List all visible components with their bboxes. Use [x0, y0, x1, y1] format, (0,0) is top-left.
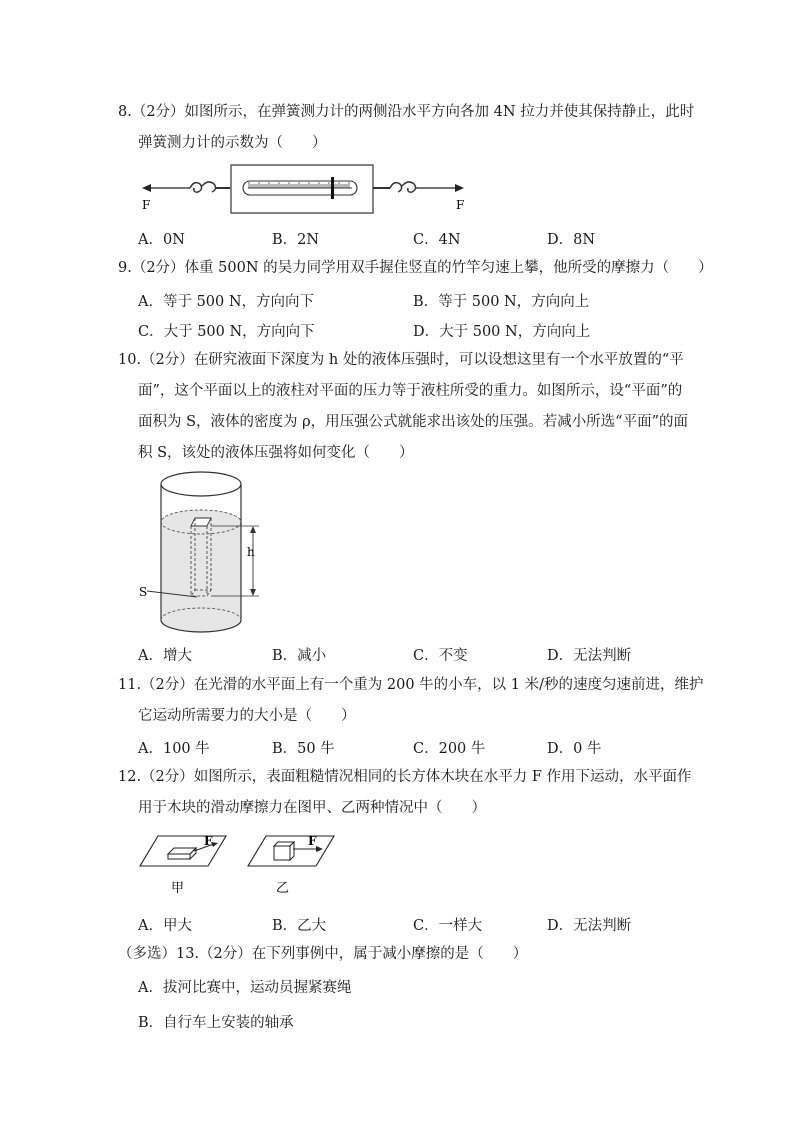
option-d[interactable]: D．无法判断	[547, 918, 632, 934]
area-label: S	[139, 585, 148, 599]
option-c[interactable]: C．4N	[413, 232, 461, 248]
option-b[interactable]: B．等于 500 N，方向向上	[413, 294, 590, 310]
question-9-text-line1: 9.（2分）体重 500N 的吴力同学用双手握住竖直的竹竿匀速上攀，他所受的摩擦力（ ）	[118, 260, 713, 276]
option-d[interactable]: D．大于 500 N，方向向上	[413, 324, 591, 340]
right-force-label: F	[456, 198, 465, 212]
question-10-text-line3: 面积为 S，液体的密度为 ρ，用压强公式就能求出该处的压强。若减小所选“平面”的面	[138, 414, 688, 430]
liquid-column-figure	[135, 470, 275, 640]
question-13	[118, 939, 678, 970]
option-b[interactable]: B．减小	[272, 648, 327, 664]
question-11-text-line1: 11.（2分）在光滑的水平面上有一个重为 200 牛的小车，以 1 米/秒的速度匀速前进，维护	[118, 677, 704, 693]
left-force-label: F	[142, 198, 151, 212]
option-d[interactable]: D．8N	[547, 232, 596, 248]
question-10	[118, 345, 688, 469]
option-c[interactable]: C．大于 500 N，方向向下	[138, 324, 315, 340]
option-d[interactable]: D．0 牛	[547, 741, 602, 757]
question-11	[118, 670, 704, 732]
wood-block-figure	[138, 832, 338, 900]
question-11-text-line2: 它运动所需要力的大小是（ ）	[138, 708, 356, 724]
option-b[interactable]: B．50 牛	[272, 741, 335, 757]
figure-label-a: 甲	[171, 881, 185, 896]
question-9	[118, 253, 713, 284]
option-b[interactable]: B．自行车上安装的轴承	[138, 1015, 294, 1031]
option-b[interactable]: B．2N	[272, 232, 320, 248]
question-12-text-line2: 用于木块的滑动摩擦力在图甲、乙两种情况中（ ）	[138, 800, 486, 816]
option-a[interactable]: A．增大	[138, 648, 192, 664]
option-a[interactable]: A．等于 500 N，方向向下	[138, 294, 315, 310]
force-label-b: F	[308, 834, 317, 848]
question-12	[118, 762, 692, 824]
depth-label: h	[247, 545, 255, 559]
option-c[interactable]: C．一样大	[413, 918, 483, 934]
option-a[interactable]: A．拔河比赛中，运动员握紧赛绳	[138, 980, 352, 996]
question-12-text-line1: 12.（2分）如图所示，表面粗糙情况相同的长方体木块在水平力 F 作用下运动，水平面作	[118, 769, 692, 785]
option-c[interactable]: C．不变	[413, 648, 468, 664]
question-8	[118, 97, 695, 159]
option-a[interactable]: A．100 牛	[138, 741, 210, 757]
option-b[interactable]: B．乙大	[272, 918, 327, 934]
question-8-text-line2: 弹簧测力计的示数为（ ）	[138, 135, 327, 151]
spring-scale-figure	[138, 162, 468, 220]
scale-pointer	[331, 177, 334, 199]
option-a[interactable]: A．甲大	[138, 918, 192, 934]
force-label-a: F	[204, 834, 213, 848]
question-8-text-line1: 8.（2分）如图所示，在弹簧测力计的两侧沿水平方向各加 4N 拉力并使其保持静止，此时	[118, 104, 695, 120]
question-10-text-line1: 10.（2分）在研究液面下深度为 h 处的液体压强时，可以设想这里有一个水平放置的“平	[118, 352, 684, 368]
question-10-text-line2: 面”，这个平面以上的液柱对平面的压力等于液柱所受的重力。如图所示，设“平面”的	[138, 383, 683, 399]
option-a[interactable]: A．0N	[138, 232, 185, 248]
question-10-text-line4: 积 S，该处的液体压强将如何变化（ ）	[138, 445, 414, 461]
option-d[interactable]: D．无法判断	[547, 648, 632, 664]
option-c[interactable]: C．200 牛	[413, 741, 486, 757]
figure-label-b: 乙	[276, 881, 290, 896]
question-13-text-line1: （多选）13.（2分）在下列事例中，属于减小摩擦的是（ ）	[118, 946, 528, 962]
